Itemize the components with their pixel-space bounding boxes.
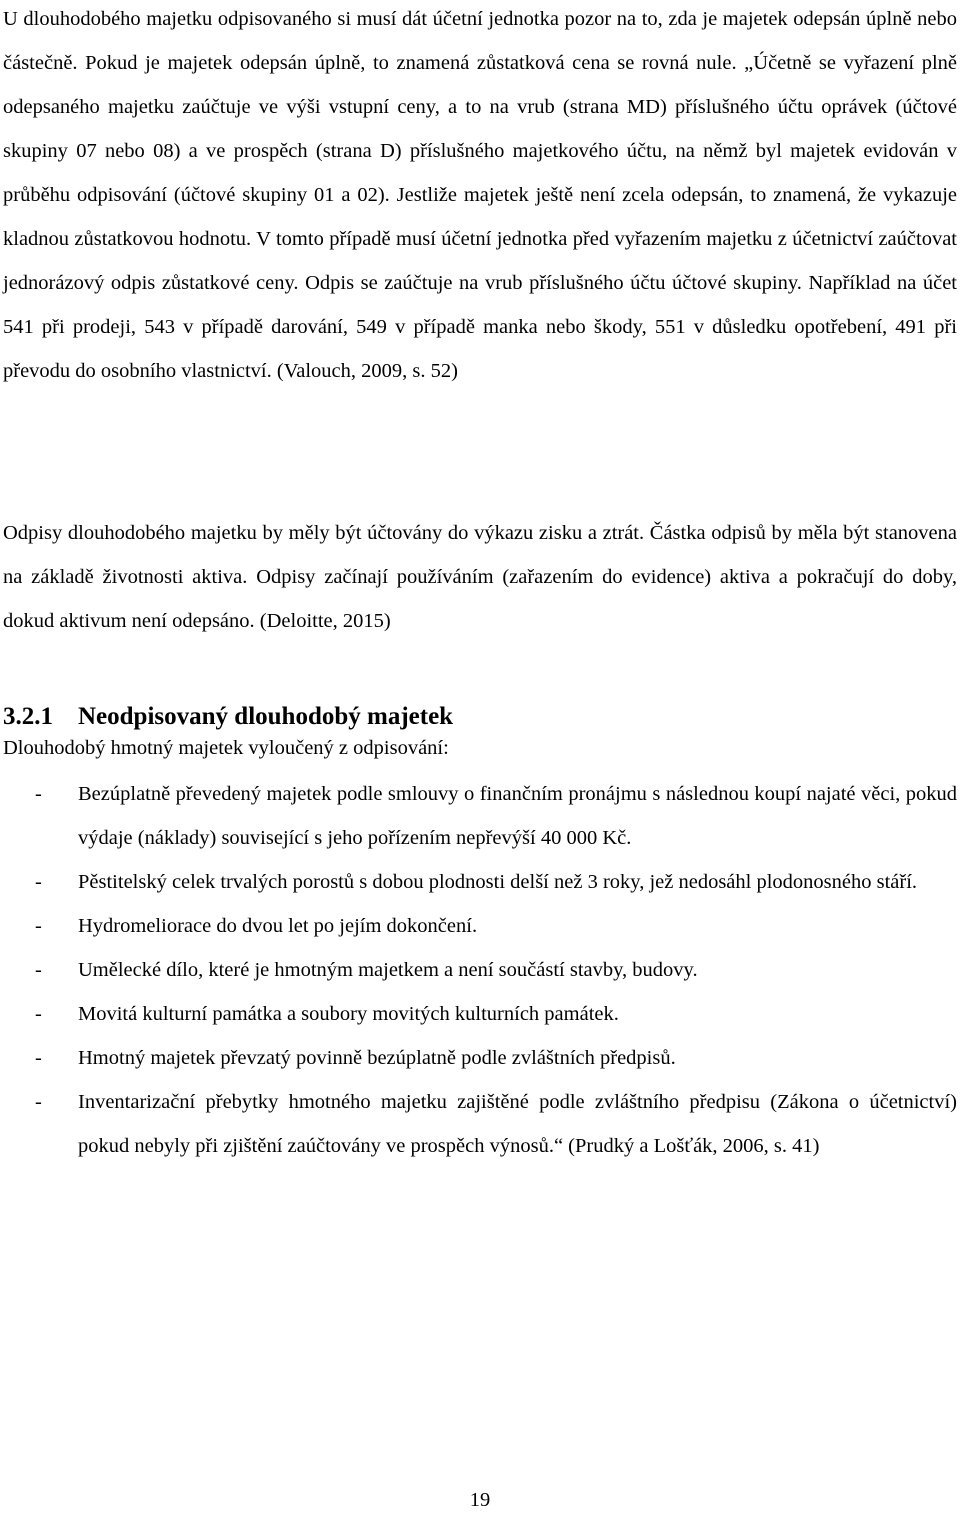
list-bullet: - <box>35 783 42 805</box>
excluded-assets-list <box>0 772 960 1168</box>
list-item <box>0 992 960 1036</box>
list-bullet: - <box>35 1091 42 1113</box>
list-intro: Dlouhodobý hmotný majetek vyloučený z odpisování: <box>3 737 449 759</box>
list-item <box>0 772 960 860</box>
list-bullet: - <box>35 1003 42 1025</box>
list-item <box>0 904 960 948</box>
list-bullet: - <box>35 1047 42 1069</box>
list-item-text: Umělecké dílo, které je hmotným majetkem a není součástí stavby, budovy. <box>78 959 698 981</box>
paragraph-write-off-accounting: U dlouhodobého majetku odpisovaného si musí dát účetní jednotka pozor na to, zda je majetek odepsán úplně nebo částečně. Pokud je majetek odepsán úplně, to znamená zůstatková cena se rovná nule. „Účetně se vyřazení plně odepsaného majetku zaúčtuje ve výši vstupní ceny, a to na vrub (strana MD) příslušného účtu oprávek (účtové skupiny 07 nebo 08) a ve prospěch (strana D) příslušného majetkového účtu, na němž byl majetek evidován v průběhu odpisování (účtové skupiny 01 a 02). Jestliže majetek ještě není zcela odepsán, to znamená, že vykazuje kladnou zůstatkovou hodnotu. V tomto případě musí účetní jednotka před vyřazením majetku z účetnictví zaúčtovat jednorázový odpis zůstatkové ceny. Odpis se zaúčtuje na vrub příslušného účtu účtové skupiny. Například na účet 541 při prodeji, 543 v případě darování, 549 v případě manka nebo škody, 551 v důsledku opotřebení, 491 při převodu do osobního vlastnictví. (Valouch, 2009, s. 52) <box>3 8 957 382</box>
section-number: 3.2.1 <box>3 703 53 730</box>
list-item-text: Pěstitelský celek trvalých porostů s dobou plodnosti delší než 3 roky, jež nedosáhl plodonosného stáří. <box>78 871 918 893</box>
list-item-text: Hmotný majetek převzatý povinně bezúplatně podle zvláštních předpisů. <box>78 1047 676 1069</box>
list-bullet: - <box>35 959 42 981</box>
list-bullet: - <box>35 915 42 937</box>
list-item-text: Movitá kulturní památka a soubory movitých kulturních památek. <box>78 1003 619 1025</box>
list-item <box>0 1080 960 1168</box>
list-item-text: Hydromeliorace do dvou let po jejím dokončení. <box>78 915 478 937</box>
section-title: Neodpisovaný dlouhodobý majetek <box>78 703 454 730</box>
list-item-text: Bezúplatně převedený majetek podle smlouvy o finančním pronájmu s následnou koupí najaté věci, pokud výdaje (náklady) související s jeho pořízením nepřevýší 40 000 Kč. <box>78 783 957 849</box>
list-item <box>0 948 960 992</box>
list-item-text: Inventarizační přebytky hmotného majetku zajištěné podle zvláštního předpisu (Zákona o účetnictví) pokud nebyly při zjištění zaúčtovány ve prospěch výnosů.“ (Prudký a Lošťák, 2006, s. 41) <box>78 1091 957 1157</box>
paragraph-depreciation-reporting: Odpisy dlouhodobého majetku by měly být účtovány do výkazu zisku a ztrát. Částka odpisů by měla být stanovena na základě životnosti aktiva. Odpisy začínají používáním (zařazením do evidence) aktiva a pokračují do doby, dokud aktivum není odepsáno. (Deloitte, 2015) <box>3 522 957 632</box>
list-bullet: - <box>35 871 42 893</box>
list-item <box>0 1036 960 1080</box>
page-number: 19 <box>469 1489 491 1511</box>
list-item <box>0 860 960 904</box>
